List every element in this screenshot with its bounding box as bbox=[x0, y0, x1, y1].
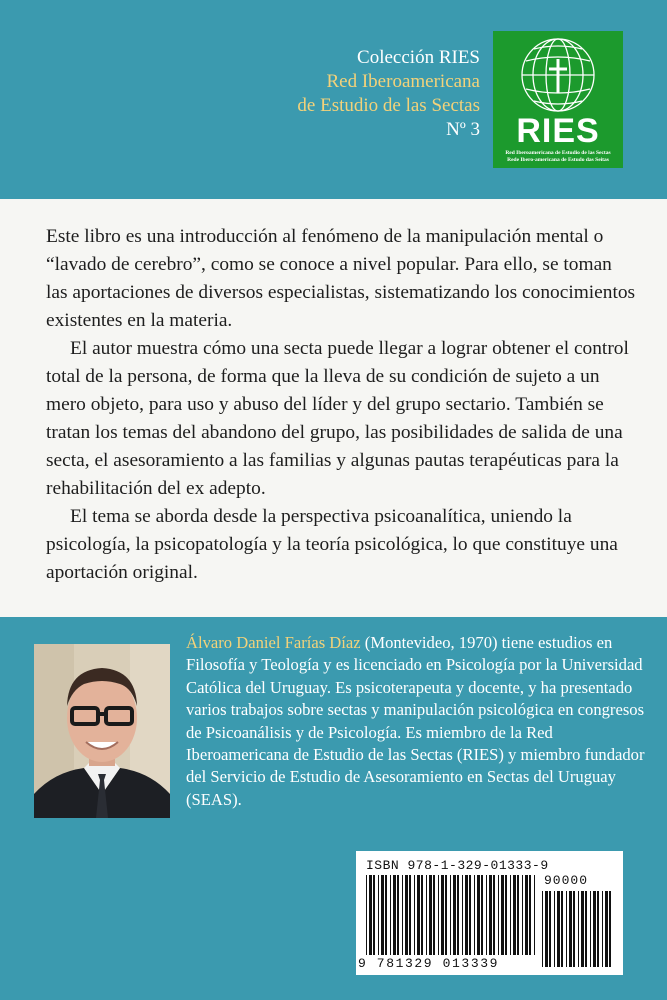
barcode-bar bbox=[433, 875, 435, 955]
barcode-bar bbox=[529, 875, 531, 955]
collection-title: Colección RIES bbox=[357, 47, 480, 68]
barcode-bar bbox=[378, 875, 379, 955]
barcode-bar bbox=[602, 891, 603, 967]
barcode-bar bbox=[566, 891, 567, 967]
author-photo bbox=[34, 644, 170, 818]
barcode-bar bbox=[609, 891, 611, 967]
barcode-bar bbox=[381, 875, 384, 955]
author-name: Álvaro Daniel Farías Díaz bbox=[186, 633, 361, 652]
network-name-line2: de Estudio de las Sectas bbox=[297, 95, 480, 116]
barcode-bar bbox=[578, 891, 579, 967]
barcode-bar bbox=[469, 875, 471, 955]
barcode-bar bbox=[426, 875, 427, 955]
barcode-bar bbox=[549, 891, 551, 967]
barcode-bar bbox=[573, 891, 575, 967]
description-paragraph-3: El tema se aborda desde la perspectiva psicoanalítica, uniendo la psicología, la psicopatología y la teoría psicológica, lo que constituye una aportación original. bbox=[46, 506, 618, 583]
barcode-bar bbox=[510, 875, 511, 955]
barcode-bar bbox=[409, 875, 411, 955]
barcode-bar bbox=[489, 875, 492, 955]
barcode-bar bbox=[486, 875, 487, 955]
barcode-bar bbox=[493, 875, 495, 955]
barcode-bar bbox=[402, 875, 403, 955]
barcode-bar bbox=[445, 875, 447, 955]
barcode-bar bbox=[453, 875, 456, 955]
collection-header bbox=[297, 46, 480, 142]
barcode-bar bbox=[390, 875, 391, 955]
barcode-bar bbox=[498, 875, 499, 955]
description-paragraph-2: El autor muestra cómo una secta puede llegar a lograr obtener el control total de la persona, de forma que la lleva de su condición de sujeto a un mero objeto, para uso y abuso del líder y del grupo sectario. También se tratan los temas del abandono del grupo, las posibilidades de salida de una secta, el asesoramiento a las familias y algunas pautas terapéuticas para la rehabilitación del ex adepto. bbox=[46, 338, 629, 499]
barcode-bar bbox=[534, 875, 535, 955]
barcode-bar bbox=[474, 875, 475, 955]
barcode-bar bbox=[477, 875, 480, 955]
barcode-bar bbox=[438, 875, 439, 955]
barcode-bar bbox=[561, 891, 563, 967]
barcode-bar bbox=[522, 875, 523, 955]
barcode-bar bbox=[429, 875, 432, 955]
isbn-number: ISBN 978-1-329-01333-9 bbox=[366, 858, 549, 873]
ries-logo bbox=[493, 31, 623, 168]
barcode-bar bbox=[605, 891, 608, 967]
price-addon-number: 90000 bbox=[544, 873, 589, 888]
barcode-bar bbox=[450, 875, 451, 955]
isbn-barcode bbox=[356, 851, 623, 975]
description-panel bbox=[0, 199, 667, 617]
author-bio bbox=[186, 632, 646, 811]
barcode-bar bbox=[581, 891, 584, 967]
price-addon-bars bbox=[542, 891, 614, 967]
barcode-bar bbox=[369, 875, 372, 955]
barcode-bar bbox=[397, 875, 399, 955]
barcode-bar bbox=[366, 875, 367, 955]
barcode-bar bbox=[585, 891, 587, 967]
barcode-bar bbox=[501, 875, 504, 955]
barcode-bar bbox=[557, 891, 560, 967]
barcode-bar bbox=[569, 891, 572, 967]
barcode-bar bbox=[405, 875, 408, 955]
barcode-bar bbox=[590, 891, 591, 967]
barcode-bar bbox=[593, 891, 596, 967]
barcode-bar bbox=[457, 875, 459, 955]
barcode-bar bbox=[462, 875, 463, 955]
barcode-bar bbox=[414, 875, 415, 955]
logo-word: RIES bbox=[516, 112, 600, 150]
description-paragraph-1: Este libro es una introducción al fenómeno de la manipulación mental o “lavado de cerebro”, como se conoce a nivel popular. Para ello, se toman las aportaciones de diversos especialistas, sistematizando los conocimientos existentes en la materia. bbox=[46, 226, 636, 331]
barcode-digits: 9 781329 013339 bbox=[358, 956, 500, 971]
barcode-bar bbox=[393, 875, 396, 955]
barcode-bar bbox=[465, 875, 468, 955]
author-bio-text: (Montevideo, 1970) tiene estudios en Filosofía y Teología y es licenciado en Psicología por la Universidad Católica del Uruguay. Es psicoterapeuta y docente, y ha presentado varios trabajos sobre sectas y manipulación psicológica en congresos de Psicoanálisis y de Psicología. Es miembro de la Red Iberoamericana de Estudio de las Sectas (RIES) y miembro fundador del Servicio de Estudio de Asesoramiento en Sectas del Uruguay (SEAS). bbox=[186, 633, 645, 809]
barcode-bar bbox=[554, 891, 555, 967]
barcode-bar bbox=[481, 875, 483, 955]
barcode-bar bbox=[373, 875, 375, 955]
barcode-bar bbox=[385, 875, 387, 955]
collection-number: Nº 3 bbox=[446, 119, 480, 140]
barcode-bar bbox=[505, 875, 507, 955]
barcode-bars bbox=[366, 875, 536, 955]
logo-subtitle: Red Iberoamericana de Estudio de las Sectas Rede Ibero-americana de Estudo das Seitas bbox=[505, 150, 611, 163]
barcode-bar bbox=[513, 875, 516, 955]
barcode-bar bbox=[545, 891, 548, 967]
barcode-bar bbox=[441, 875, 444, 955]
barcode-bar bbox=[597, 891, 599, 967]
barcode-bar bbox=[542, 891, 543, 967]
network-name-line1: Red Iberoamericana bbox=[326, 71, 480, 92]
barcode-bar bbox=[525, 875, 528, 955]
barcode-bar bbox=[421, 875, 423, 955]
barcode-bar bbox=[417, 875, 420, 955]
barcode-bar bbox=[517, 875, 519, 955]
